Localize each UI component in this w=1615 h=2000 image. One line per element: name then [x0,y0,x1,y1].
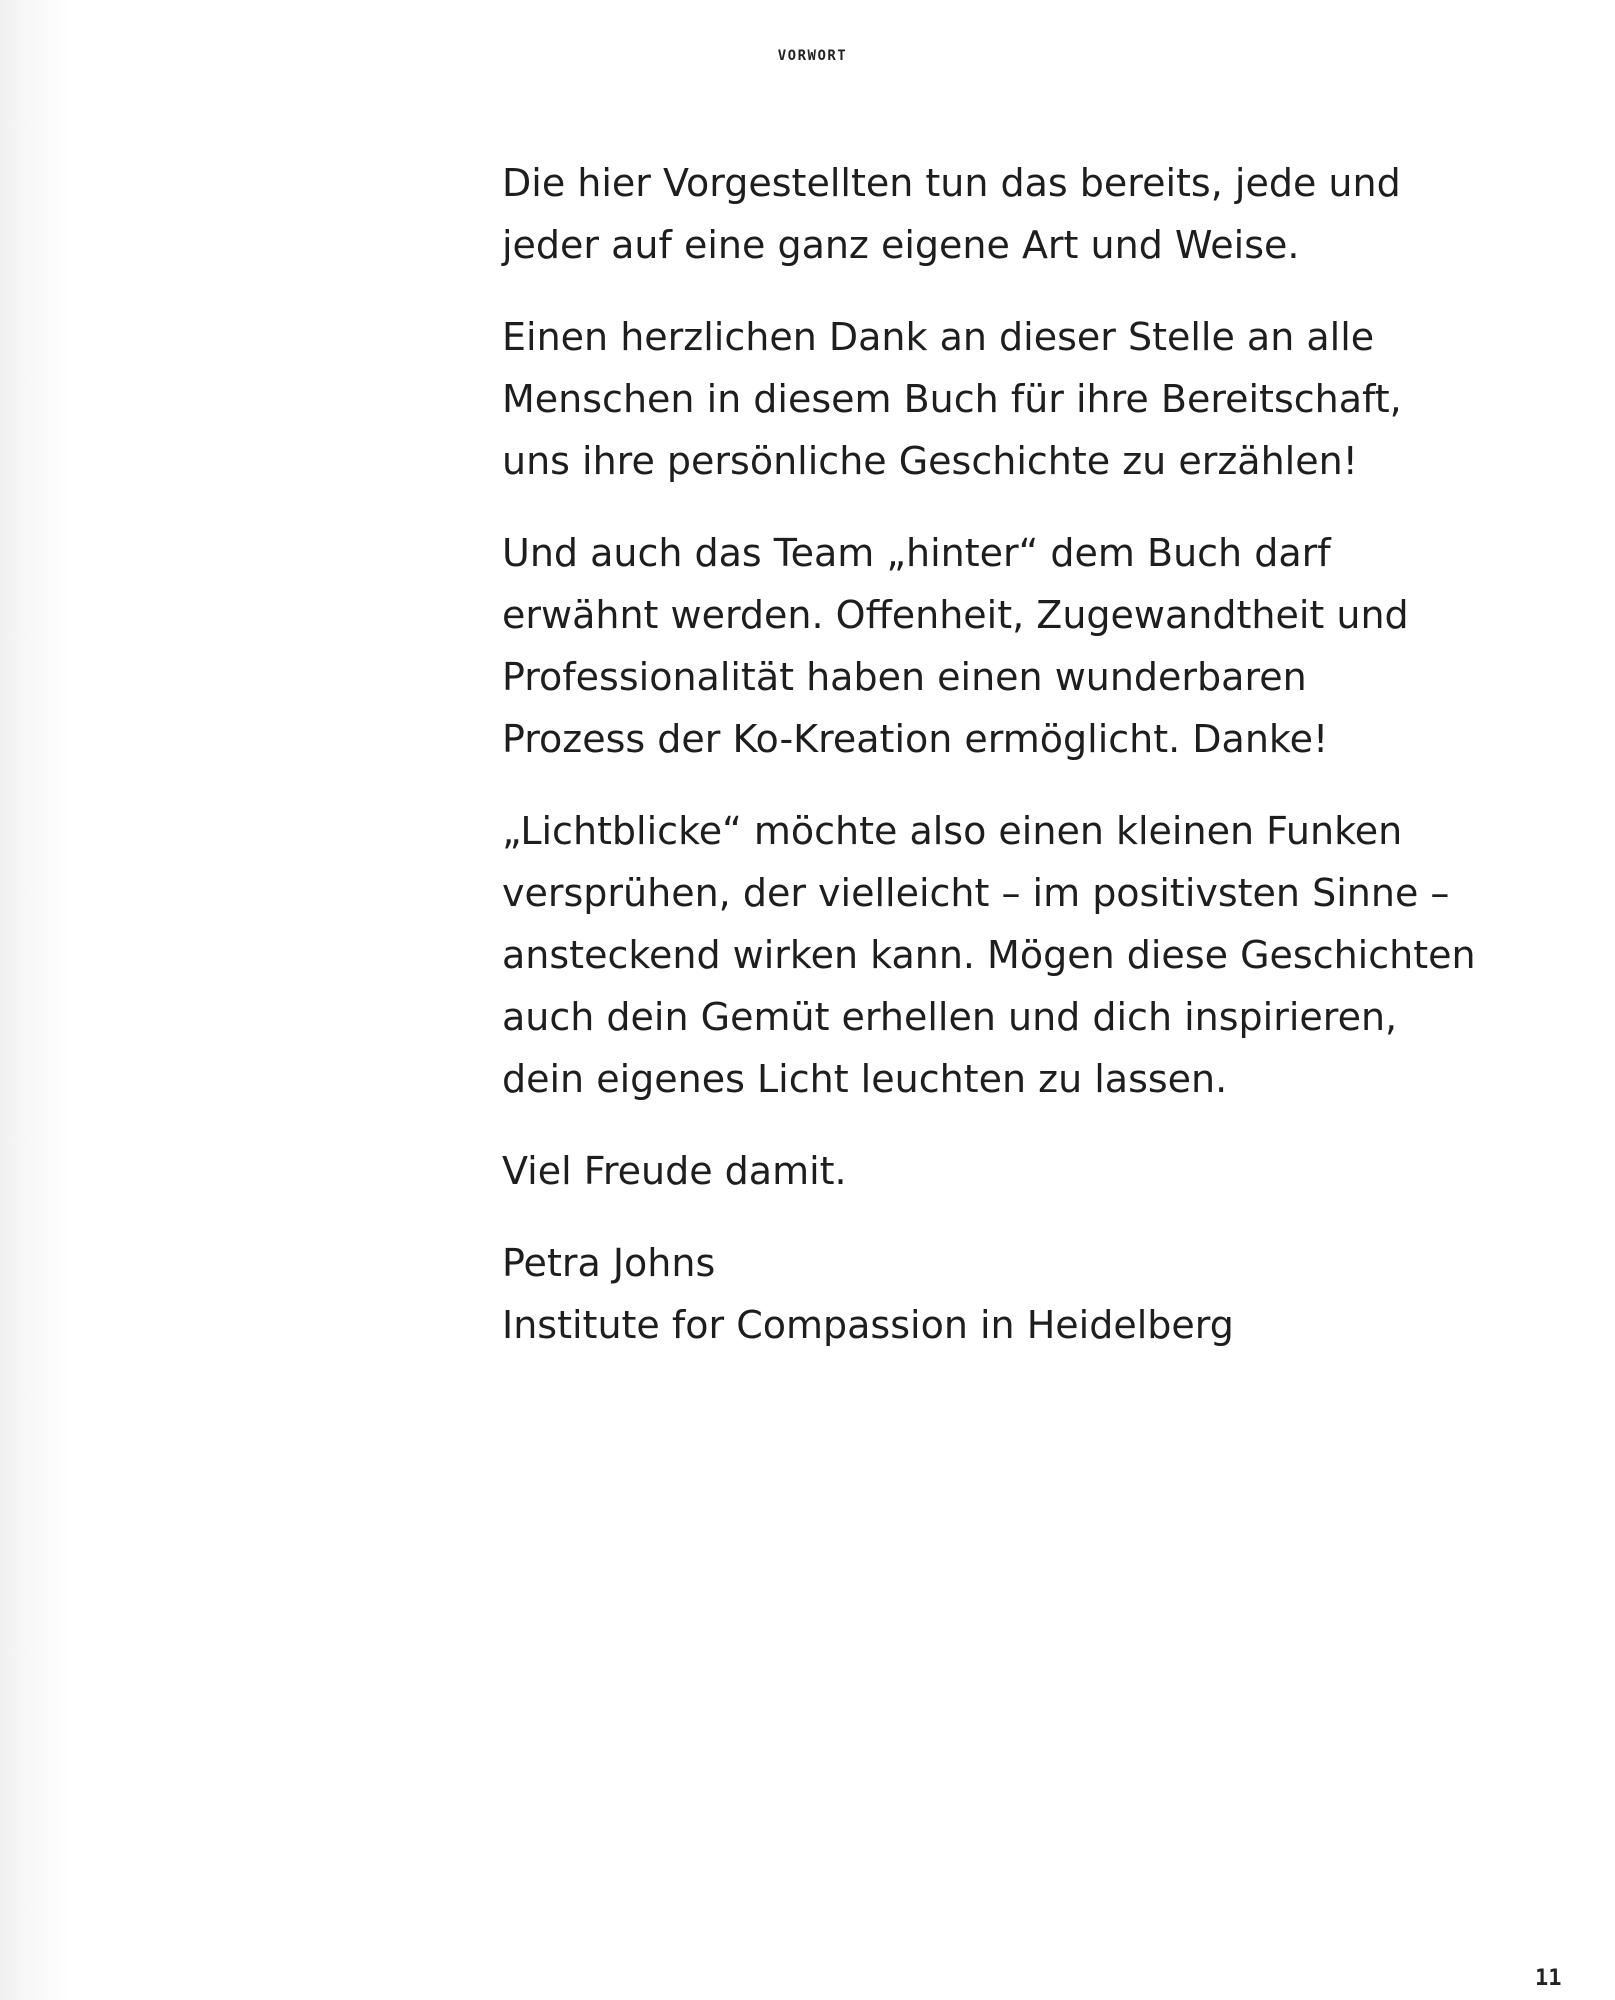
paragraph-lichtblicke [502,800,1542,1110]
text-line: versprühen, der vielleicht – im positivsten Sinne – [502,871,1450,915]
paragraph-intro [502,152,1542,276]
signature-block [502,1232,1542,1356]
page-number: 11 [1535,1966,1562,1991]
author-affiliation: Institute for Compassion in Heidelberg [502,1303,1234,1347]
text-line: auch dein Gemüt erhellen und dich inspirieren, [502,995,1398,1039]
text-line: uns ihre persönliche Geschichte zu erzählen! [502,439,1358,483]
text-line: jeder auf eine ganz eigene Art und Weise. [502,223,1300,267]
running-head: VORWORT [777,48,848,64]
text-line: erwähnt werden. Offenheit, Zugewandtheit und [502,593,1409,637]
text-line: Einen herzlichen Dank an dieser Stelle an alle [502,315,1375,359]
text-line: dein eigenes Licht leuchten zu lassen. [502,1057,1228,1101]
paragraph-team [502,522,1542,770]
paragraph-closing [502,1140,1542,1202]
text-line: ansteckend wirken kann. Mögen diese Geschichten [502,933,1476,977]
author-name: Petra Johns [502,1241,716,1285]
paragraph-thanks [502,306,1542,492]
text-line: Professionalität haben einen wunderbaren [502,655,1307,699]
body-text [502,152,1542,1386]
text-line: Die hier Vorgestellten tun das bereits, jede und [502,161,1401,205]
text-line: „Lichtblicke“ möchte also einen kleinen Funken [502,809,1403,853]
text-line: Menschen in diesem Buch für ihre Bereitschaft, [502,377,1402,421]
text-line: Und auch das Team „hinter“ dem Buch darf [502,531,1331,575]
text-line: Prozess der Ko-Kreation ermöglicht. Danke! [502,717,1329,761]
text-line: Viel Freude damit. [502,1149,847,1193]
